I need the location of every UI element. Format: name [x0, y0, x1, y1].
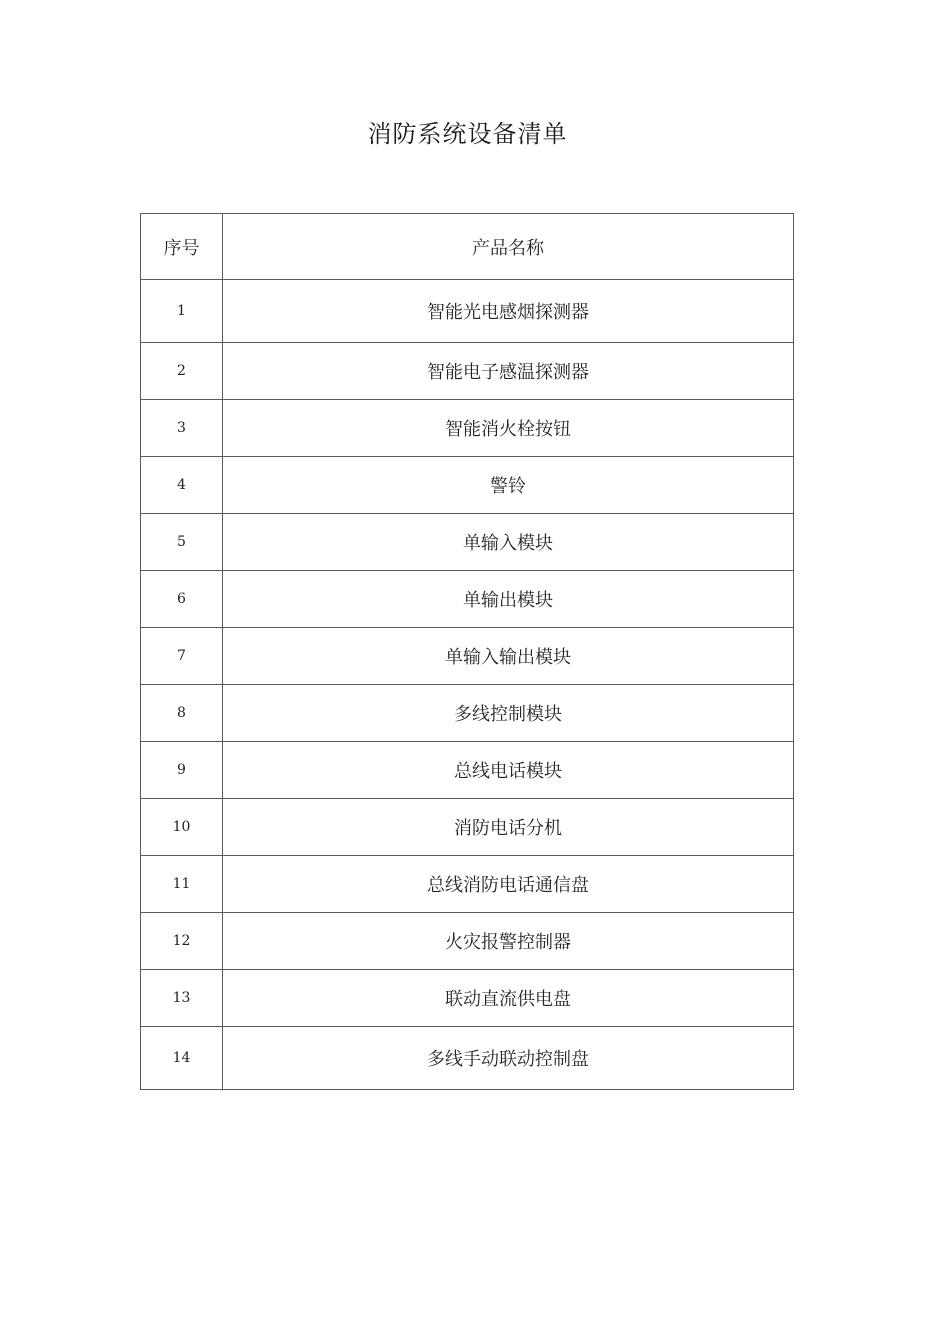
- product-name: 单输入模块: [223, 514, 794, 571]
- table-row: [141, 1027, 794, 1090]
- table-row: [141, 742, 794, 799]
- table-row: [141, 280, 794, 343]
- row-number: 12: [141, 913, 223, 970]
- table-row: [141, 856, 794, 913]
- page-title: 消防系统设备清单: [367, 120, 568, 148]
- row-number: 7: [141, 628, 223, 685]
- row-number: 5: [141, 514, 223, 571]
- row-number: 13: [141, 970, 223, 1027]
- product-name: 火灾报警控制器: [223, 913, 794, 970]
- product-name: 智能光电感烟探测器: [223, 280, 794, 343]
- equipment-table: [140, 213, 794, 1090]
- row-number: 4: [141, 457, 223, 514]
- row-number: 11: [141, 856, 223, 913]
- table-row: [141, 400, 794, 457]
- table-row: [141, 913, 794, 970]
- row-number: 14: [141, 1027, 223, 1090]
- product-name: 智能消火栓按钮: [223, 400, 794, 457]
- table-row: [141, 970, 794, 1027]
- table-header-row: [141, 214, 794, 280]
- product-name: 联动直流供电盘: [223, 970, 794, 1027]
- product-name: 多线控制模块: [223, 685, 794, 742]
- table-row: [141, 514, 794, 571]
- row-number: 3: [141, 400, 223, 457]
- row-number: 2: [141, 343, 223, 400]
- product-name: 智能电子感温探测器: [223, 343, 794, 400]
- row-number: 9: [141, 742, 223, 799]
- table-row: [141, 343, 794, 400]
- table-row: [141, 457, 794, 514]
- table-row: [141, 628, 794, 685]
- row-number: 10: [141, 799, 223, 856]
- row-number: 6: [141, 571, 223, 628]
- row-number: 8: [141, 685, 223, 742]
- product-name: 总线消防电话通信盘: [223, 856, 794, 913]
- column-header-product-name: 产品名称: [223, 214, 794, 280]
- product-name: 单输出模块: [223, 571, 794, 628]
- table-row: [141, 685, 794, 742]
- product-name: 多线手动联动控制盘: [223, 1027, 794, 1090]
- product-name: 警铃: [223, 457, 794, 514]
- column-header-number: 序号: [141, 214, 223, 280]
- table-row: [141, 571, 794, 628]
- product-name: 总线电话模块: [223, 742, 794, 799]
- table-row: [141, 799, 794, 856]
- row-number: 1: [141, 280, 223, 343]
- product-name: 单输入输出模块: [223, 628, 794, 685]
- product-name: 消防电话分机: [223, 799, 794, 856]
